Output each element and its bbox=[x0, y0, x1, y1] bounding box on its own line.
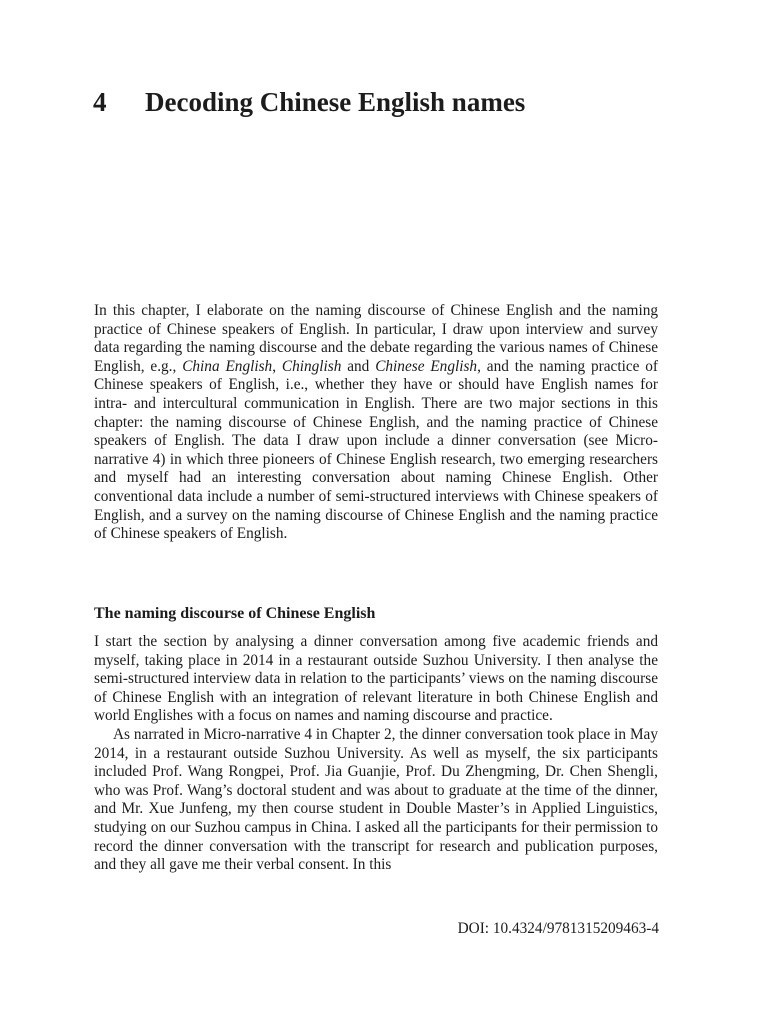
chapter-title: Decoding Chinese English names bbox=[145, 87, 526, 117]
section-paragraph-1: I start the section by analysing a dinner conversation among five academic friends and myself, taking place in 2014 in a restaurant outside Suzhou University. I then analyse the semi-structured interview data in relation to the participants’ views on the naming discourse of Chinese English with an integration of relevant literature in both Chinese English and world Englishes with a focus on names and naming discourse and practice. bbox=[94, 633, 658, 725]
section-body bbox=[94, 633, 658, 875]
term-chinese-english: Chinese English bbox=[375, 357, 478, 375]
intro-text: , and the naming practice of Chinese speakers of English, i.e., whether they have or should have English names for intra- and intercultural communication in English. There are two major sections in this chapter: the naming discourse of Chinese English, and the naming practice of Chinese speakers of English. The data I draw upon include a dinner conversation (see Micro-narrative 4) in which three pioneers of Chinese English research, two emerging researchers and myself had an interesting conversation about naming Chinese English. Other conventional data include a number of semi-structured interviews with Chinese speakers of English, and a survey on the naming discourse of Chinese English and the naming practice of Chinese speakers of English. bbox=[94, 357, 658, 543]
intro-text: , bbox=[272, 357, 282, 375]
doi-footer: DOI: 10.4324/9781315209463-4 bbox=[457, 920, 659, 937]
chapter-heading bbox=[93, 86, 673, 118]
term-china-english: China English bbox=[182, 357, 273, 375]
term-chinglish: Chinglish bbox=[281, 357, 342, 375]
section-paragraph-2: As narrated in Micro-narrative 4 in Chapter 2, the dinner conversation took place in May 2014, in a restaurant outside Suzhou University. As well as myself, the six participants included Prof. Wang Rongpei, Prof. Jia Guanjie, Prof. Du Zhengming, Dr. Chen Shengli, who was Prof. Wang’s doctoral student and was about to graduate at the time of the dinner, and Mr. Xue Junfeng, my then course student in Double Master’s in Applied Linguistics, studying on our Suzhou campus in China. I asked all the participants for their permission to record the dinner conversation with the transcript for research and publication purposes, and they all gave me their verbal consent. In this bbox=[94, 725, 658, 874]
intro-text: and bbox=[341, 357, 376, 375]
intro-text: In this chapter, I elaborate on the naming discourse of Chinese English and the naming practice of Chinese speakers of English. In particular, I draw upon interview and survey data regarding the naming discourse and the debate regarding the various names of Chinese English, e.g., bbox=[94, 302, 658, 375]
intro-paragraph bbox=[94, 302, 658, 544]
chapter-number: 4 bbox=[93, 87, 107, 117]
section-heading: The naming discourse of Chinese English bbox=[94, 605, 376, 622]
